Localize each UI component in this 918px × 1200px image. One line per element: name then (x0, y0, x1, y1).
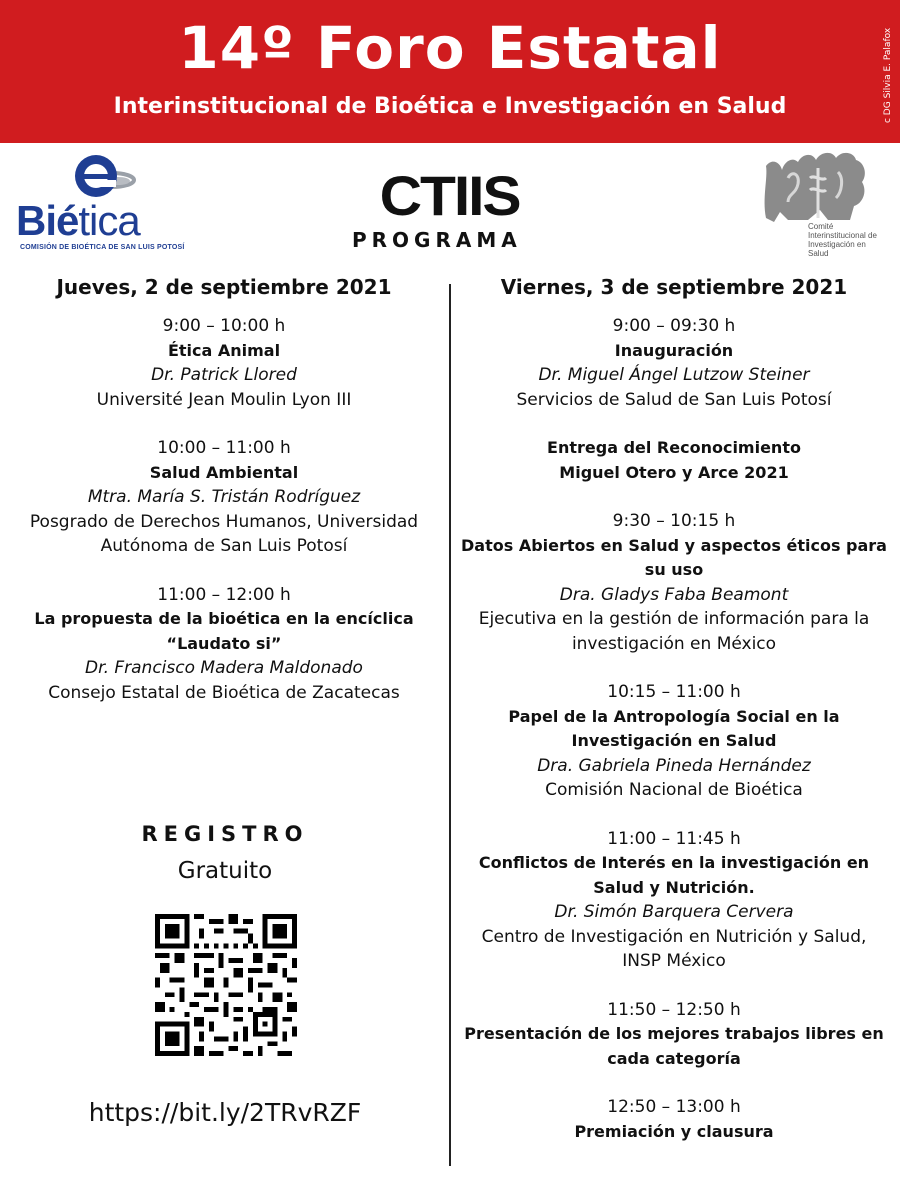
session-time: 9:00 – 10:00 h (162, 316, 286, 336)
comite-caption: Comité Interinstitucional de Investigación en Salud (808, 222, 877, 258)
session-title: Datos Abiertos en Salud y aspectos éticos para su uso (461, 535, 887, 579)
session-institution: Centro de Investigación en Nutrición y Salud, INSP México (481, 926, 867, 971)
thursday-column (8, 272, 440, 729)
session-time: 10:15 – 11:00 h (607, 682, 741, 702)
session (455, 1095, 893, 1144)
session-speaker: Mtra. María S. Tristán Rodríguez (87, 487, 361, 507)
bioetica-wordmark: Biética (16, 197, 140, 244)
session-title: Inauguración (614, 340, 734, 360)
session (455, 314, 893, 412)
session-title: Papel de la Antropología Social en la Investigación en Salud (508, 706, 840, 750)
comite-logo (758, 148, 888, 260)
session-time: 9:00 – 09:30 h (612, 316, 736, 336)
session-time: 9:30 – 10:15 h (612, 511, 736, 531)
session-speaker: Dr. Miguel Ángel Lutzow Steiner (538, 365, 810, 385)
qr-code-icon[interactable] (155, 914, 297, 1056)
event-title: 14º Foro Estatal (178, 14, 722, 82)
session-time: 10:00 – 11:00 h (157, 438, 291, 458)
bioetica-logo (16, 148, 196, 258)
session-speaker: Dra. Gabriela Pineda Hernández (537, 755, 811, 776)
session (455, 827, 893, 974)
friday-heading: Viernes, 3 de septiembre 2021 (500, 275, 848, 299)
header-banner (0, 0, 913, 143)
session-institution: Posgrado de Derechos Humanos, Universidad Autónoma de San Luis Potosí (29, 511, 419, 556)
session (8, 583, 440, 706)
thursday-heading: Jueves, 2 de septiembre 2021 (56, 275, 392, 299)
registration-url-link[interactable]: https://bit.ly/2TRvRZF (88, 1098, 362, 1127)
session-title: Entrega del Reconocimiento Miguel Otero y Arce 2021 (547, 438, 801, 482)
session-speaker: Dr. Patrick Llored (151, 365, 297, 385)
session (8, 314, 440, 412)
design-credit: c DG Silvia E. Palafox E./2021 (883, 27, 913, 123)
column-divider (449, 284, 451, 1166)
session-title: Premiación y clausura (574, 1121, 774, 1141)
session (8, 436, 440, 559)
registration-cost: Gratuito (177, 858, 273, 884)
session-title: Ética Animal (167, 340, 281, 360)
session-institution: Comisión Nacional de Bioética (545, 780, 803, 800)
session-institution: Consejo Estatal de Bioética de Zacatecas (48, 682, 400, 703)
session-speaker: Dr. Simón Barquera Cervera (554, 902, 794, 922)
registration-heading: REGISTRO (141, 822, 309, 846)
comite-emblem-icon (758, 148, 870, 232)
session-time: 11:00 – 12:00 h (157, 584, 291, 605)
program-heading: PROGRAMA (352, 228, 522, 252)
session-speaker: Dr. Francisco Madera Maldonado (85, 658, 363, 678)
session-institution: Ejecutiva en la gestión de información para la investigación en México (478, 609, 870, 654)
session-title: La propuesta de la bioética en la encíclica “Laudato si” (34, 609, 414, 653)
session-title: Salud Ambiental (149, 462, 299, 482)
session-time: 11:50 – 12:50 h (607, 999, 741, 1020)
session-speaker: Dra. Gladys Faba Beamont (559, 584, 789, 605)
bioetica-caption: COMISIÓN DE BIOÉTICA DE SAN LUIS POTOSÍ (20, 244, 185, 251)
session-time: 12:50 – 13:00 h (607, 1097, 741, 1117)
session (455, 680, 893, 803)
session (455, 509, 893, 656)
session-institution: Servicios de Salud de San Luis Potosí (516, 389, 832, 410)
session-institution: Université Jean Moulin Lyon III (96, 389, 352, 410)
session (455, 436, 893, 485)
session-title: Presentación de los mejores trabajos libres en cada categoría (464, 1024, 884, 1068)
event-subtitle: Interinstitucional de Bioética e Investigación en Salud (113, 94, 787, 119)
session-title: Conflictos de Interés en la investigación en Salud y Nutrición. (478, 853, 870, 897)
session-time: 11:00 – 11:45 h (607, 828, 741, 849)
friday-column (455, 272, 893, 1168)
session (455, 998, 893, 1072)
ctiis-logo: CTIIS (379, 164, 520, 227)
